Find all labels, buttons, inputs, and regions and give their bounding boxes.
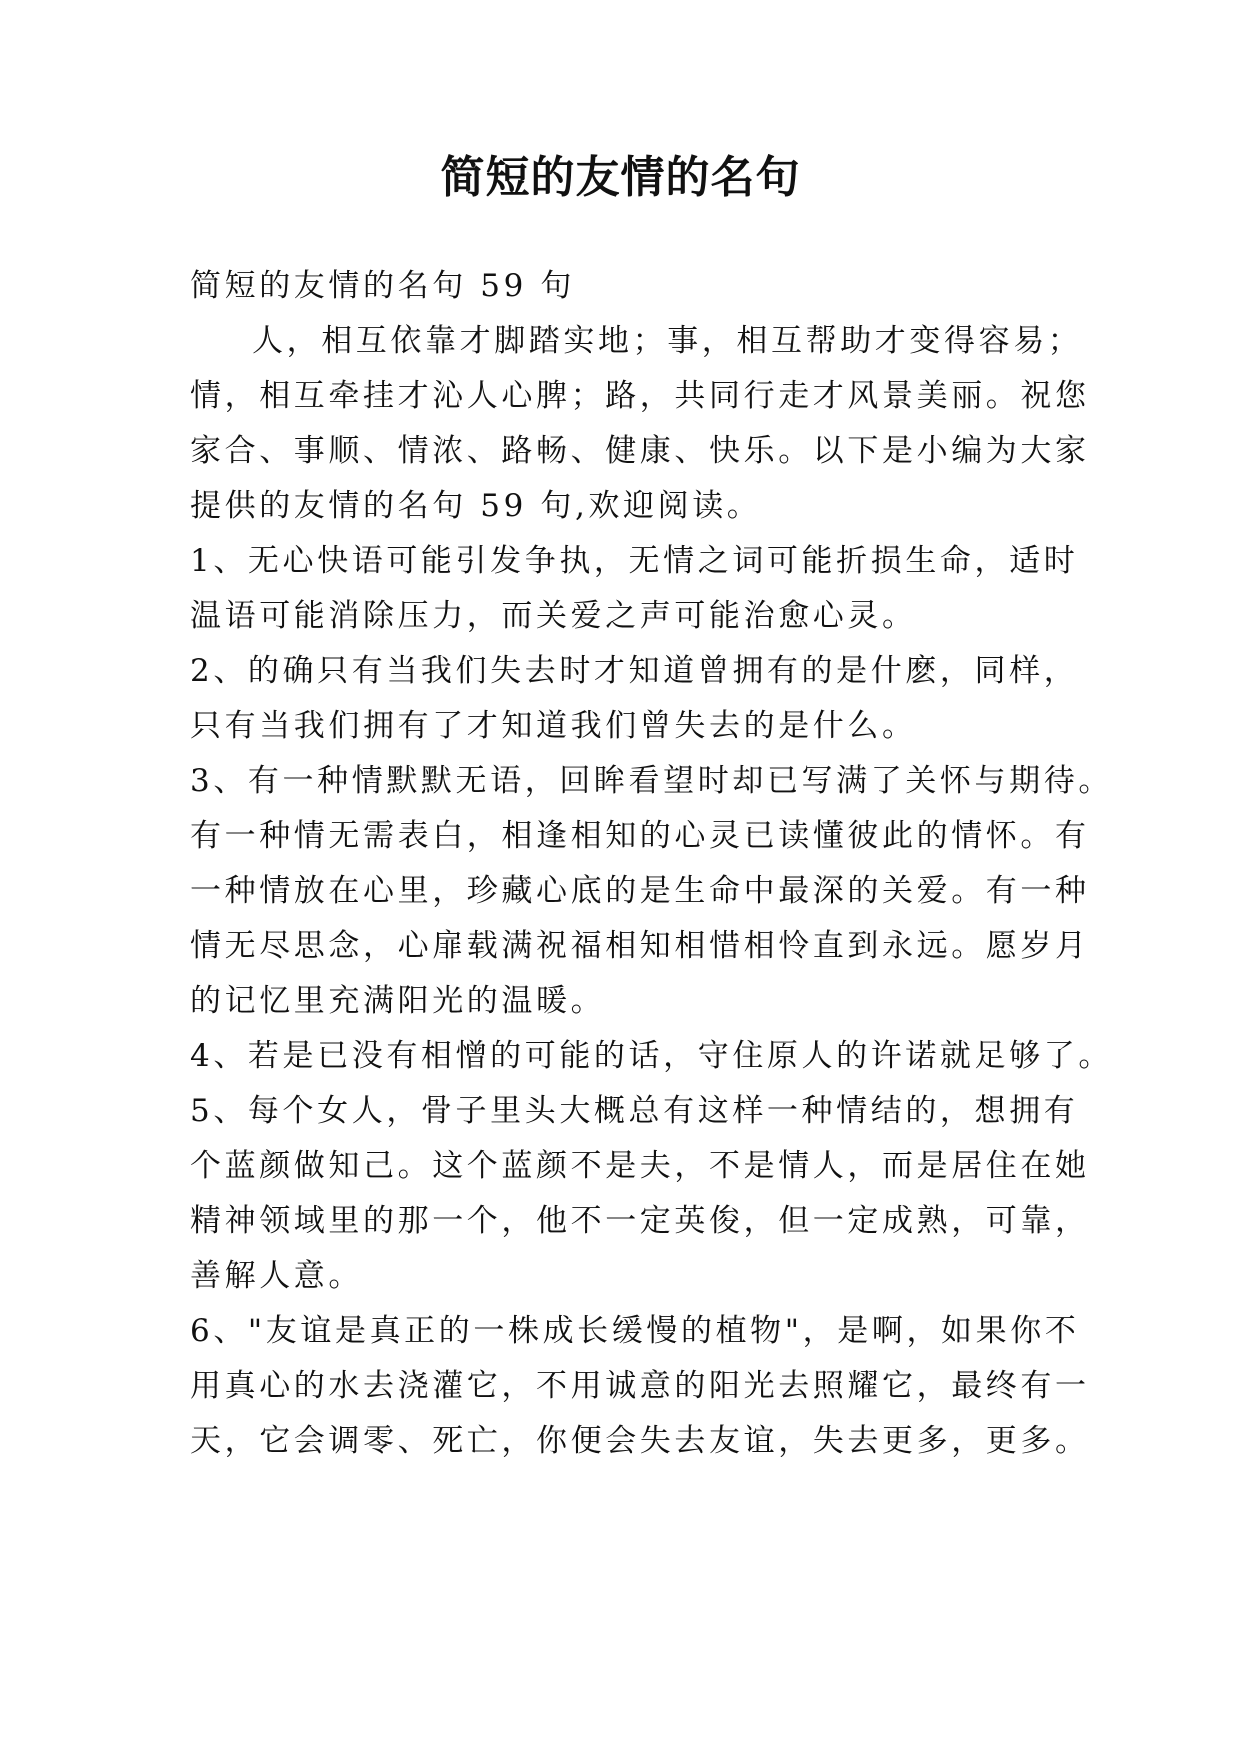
quote-item-3: 3、有一种情默默无语，回眸看望时却已写满了关怀与期待。	[190, 763, 1113, 799]
paragraph-line: 的记忆里充满阳光的温暖。	[190, 983, 606, 1019]
quote-item-4: 4、若是已没有相憎的可能的话，守住原人的许诺就足够了。	[190, 1038, 1113, 1074]
quote-item-6: 6、"友谊是真正的一株成长缓慢的植物"，是啊，如果你不	[190, 1313, 1080, 1349]
paragraph-line: 情，相互牵挂才沁人心脾；路，共同行走才风景美丽。祝您	[190, 378, 1090, 414]
paragraph-line: 善解人意。	[190, 1258, 363, 1294]
paragraph-line: 精神领域里的那一个，他不一定英俊，但一定成熟，可靠，	[190, 1203, 1090, 1239]
paragraph-line: 提供的友情的名句 59 句,欢迎阅读。	[190, 488, 762, 524]
paragraph-line: 情无尽思念，心扉载满祝福相知相惜相怜直到永远。愿岁月	[190, 928, 1090, 964]
document-subtitle: 简短的友情的名句 59 句	[190, 268, 575, 304]
quote-item-5: 5、每个女人，骨子里头大概总有这样一种情结的，想拥有	[190, 1093, 1079, 1129]
paragraph-line: 有一种情无需表白，相逢相知的心灵已读懂彼此的情怀。有	[190, 818, 1090, 854]
paragraph-line: 用真心的水去浇灌它，不用诚意的阳光去照耀它，最终有一	[190, 1368, 1090, 1404]
quote-item-1: 1、无心快语可能引发争执，无情之词可能折损生命，适时	[190, 543, 1079, 579]
paragraph-line: 天，它会调零、死亡，你便会失去友谊，失去更多，更多。	[190, 1423, 1090, 1459]
paragraph-line: 家合、事顺、情浓、路畅、健康、快乐。以下是小编为大家	[190, 433, 1090, 469]
paragraph-line: 温语可能消除压力，而关爱之声可能治愈心灵。	[190, 598, 917, 634]
paragraph-line: 人，相互依靠才脚踏实地；事，相互帮助才变得容易；	[252, 323, 1083, 359]
paragraph-line: 一种情放在心里，珍藏心底的是生命中最深的关爱。有一种	[190, 873, 1090, 909]
paragraph-line: 个蓝颜做知己。这个蓝颜不是夫，不是情人，而是居住在她	[190, 1148, 1090, 1184]
paragraph-line: 只有当我们拥有了才知道我们曾失去的是什么。	[190, 708, 917, 744]
quote-item-2: 2、的确只有当我们失去时才知道曾拥有的是什麽，同样，	[190, 653, 1079, 689]
document-title: 简短的友情的名句	[440, 152, 801, 203]
